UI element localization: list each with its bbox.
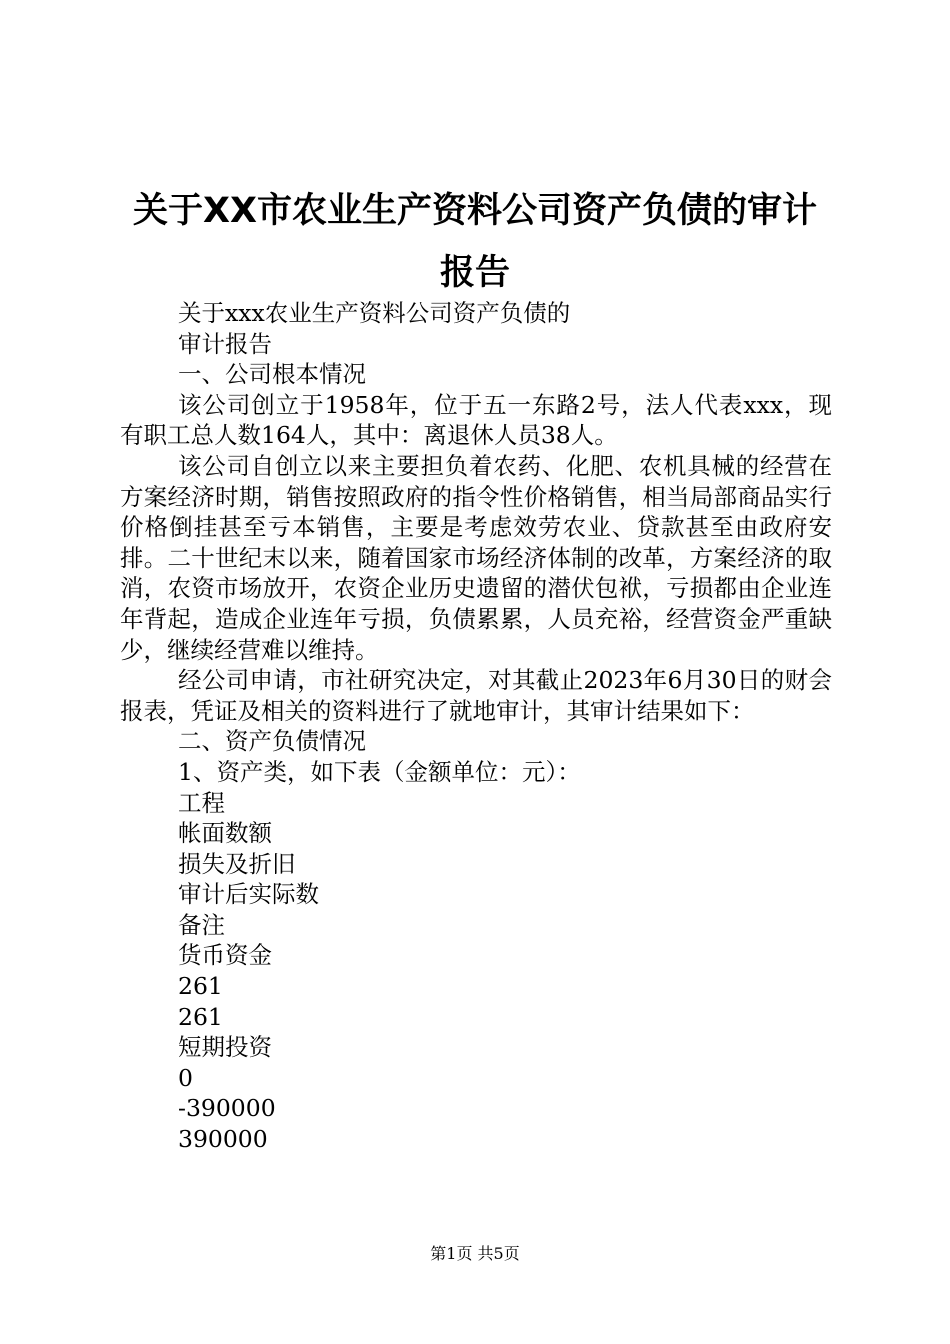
table-cell: -390000 <box>178 1094 276 1123</box>
table-cell: 工程 <box>178 788 225 817</box>
paragraph: 1、资产类，如下表（金额单位：元）： <box>178 757 581 786</box>
table-cell: 货币资金 <box>178 941 272 970</box>
table-cell: 0 <box>178 1063 193 1092</box>
paragraph: 关于xxx农业生产资料公司资产负债的 <box>178 299 571 327</box>
section-heading: 一、公司根本情况 <box>178 360 366 389</box>
paragraph: 经公司申请，市社研究决定，对其截止2023年6月30日的财会报表，凭证及相关的资料进行了就地审计，其审计结果如下： <box>120 666 832 725</box>
table-cell: 帐面数额 <box>178 819 272 848</box>
page-footer: 第1页 共5页 <box>430 1244 520 1263</box>
table-cell: 261 <box>178 1002 223 1031</box>
table-cell: 损失及折旧 <box>178 849 296 878</box>
table-cell: 审计后实际数 <box>178 880 319 909</box>
document-title: 关于XX市农业生产资料公司资产负债的审计报告 <box>133 191 817 293</box>
table-cell: 短期投资 <box>178 1033 272 1062</box>
section-heading: 二、资产负债情况 <box>178 727 366 756</box>
paragraph: 该公司创立于1958年，位于五一东路2号，法人代表xxx，现有职工总人数164人，其中：离退休人员38人。 <box>120 390 832 450</box>
document-body <box>120 298 832 1155</box>
table-cell: 261 <box>178 972 223 1001</box>
table-cell: 备注 <box>178 910 225 939</box>
paragraph: 审计报告 <box>178 329 272 358</box>
table-cell: 390000 <box>178 1125 268 1154</box>
paragraph: 该公司自创立以来主要担负着农药、化肥、农机具械的经营在方案经济时期，销售按照政府的指令性价格销售，相当局部商品实行价格倒挂甚至亏本销售，主要是考虑效劳农业、贷款甚至由政府安排。二十世纪末以来，随着国家市场经济体制的改革，方案经济的取消，农资市场放开，农资企业历史遗留的潜伏包袱，亏损都由企业连年背起，造成企业连年亏损，负债累累，人员充裕，经营资金严重缺少，继续经营难以维持。 <box>120 451 832 664</box>
